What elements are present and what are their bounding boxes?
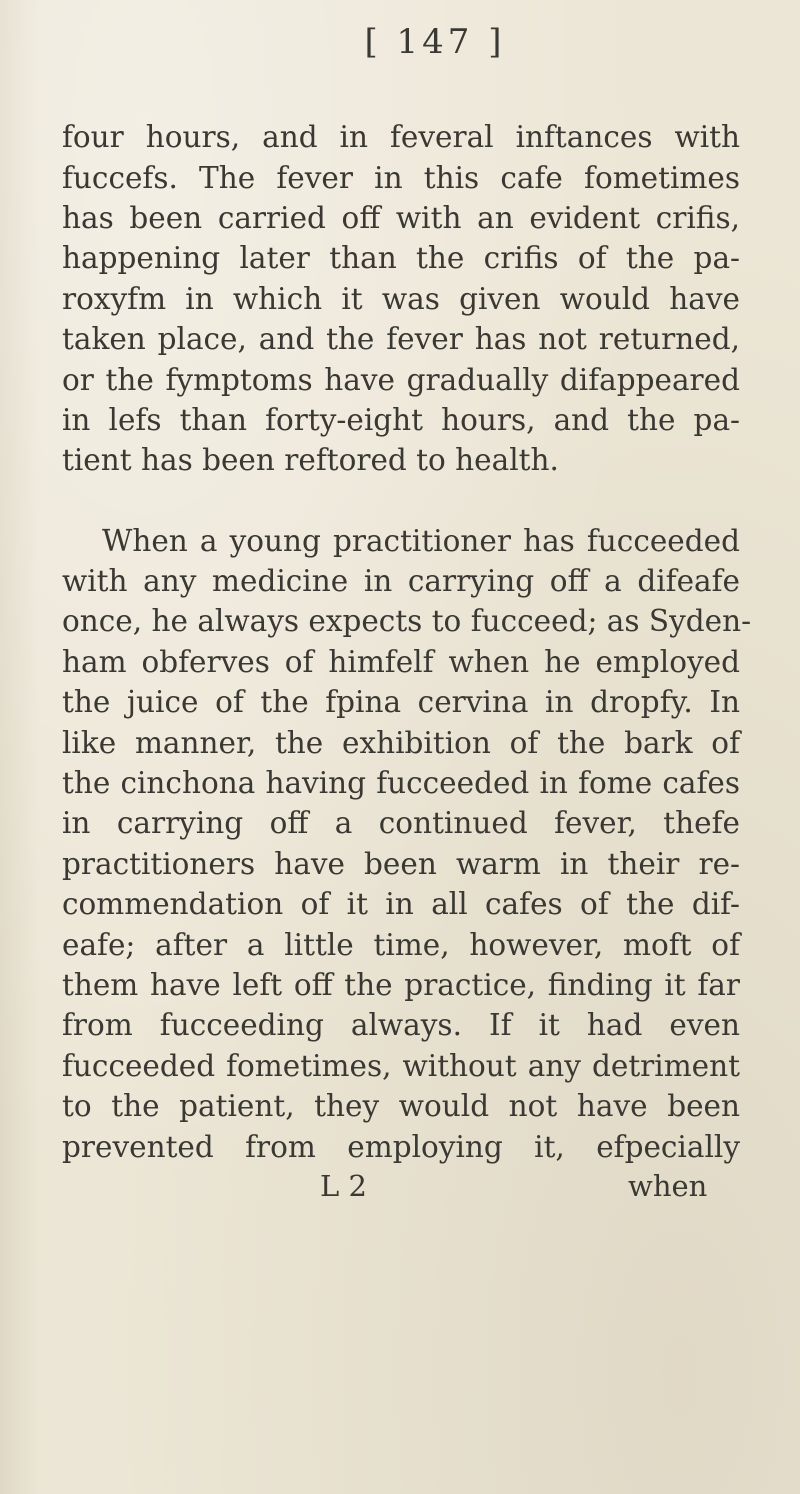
text-line: four hours, and in feveral inftances with <box>62 120 740 154</box>
text-line: with any medicine in carrying off a difeafe <box>62 564 740 598</box>
text-line: tient has been reftored to health. <box>62 443 559 477</box>
text-line: taken place, and the fever has not returned, <box>62 322 740 356</box>
text-line: them have left off the practice, finding it far <box>62 968 740 1002</box>
text-line: ham obferves of himfelf when he employed <box>62 645 740 679</box>
text-line: practitioners have been warm in their re- <box>62 847 740 881</box>
catchword: when <box>628 1169 708 1203</box>
text-line: When a young practitioner has fucceeded <box>102 524 740 558</box>
text-line: or the fymptoms have gradually difappeared <box>62 363 740 397</box>
text-line: to the patient, they would not have been <box>62 1089 740 1123</box>
text-line: happening later than the crifis of the pa- <box>62 241 740 275</box>
text-line: prevented from employing it, efpecially <box>62 1130 740 1164</box>
text-line: in lefs than forty-eight hours, and the pa- <box>62 403 740 437</box>
page-number-header: [ 147 ] <box>364 22 506 62</box>
text-line: roxyfm in which it was given would have <box>62 282 740 316</box>
text-line: in carrying off a continued fever, thefe <box>62 806 740 840</box>
text-line: from fucceeding always. If it had even <box>62 1008 740 1042</box>
text-line: commendation of it in all cafes of the dif- <box>62 887 740 921</box>
text-line: the cinchona having fucceeded in fome cafes <box>62 766 740 800</box>
text-line: the juice of the fpina cervina in dropfy. In <box>62 685 740 719</box>
text-line: eafe; after a little time, however, moft of <box>62 928 740 962</box>
text-line: fuccefs. The fever in this cafe fometimes <box>62 161 740 195</box>
text-line: has been carried off with an evident crifis, <box>62 201 740 235</box>
text-line: once, he always expects to fucceed; as Syden- <box>62 604 752 638</box>
text-line: like manner, the exhibition of the bark of <box>62 726 740 760</box>
signature-mark: L 2 <box>320 1169 367 1203</box>
text-line: fucceeded fometimes, without any detriment <box>62 1049 740 1083</box>
